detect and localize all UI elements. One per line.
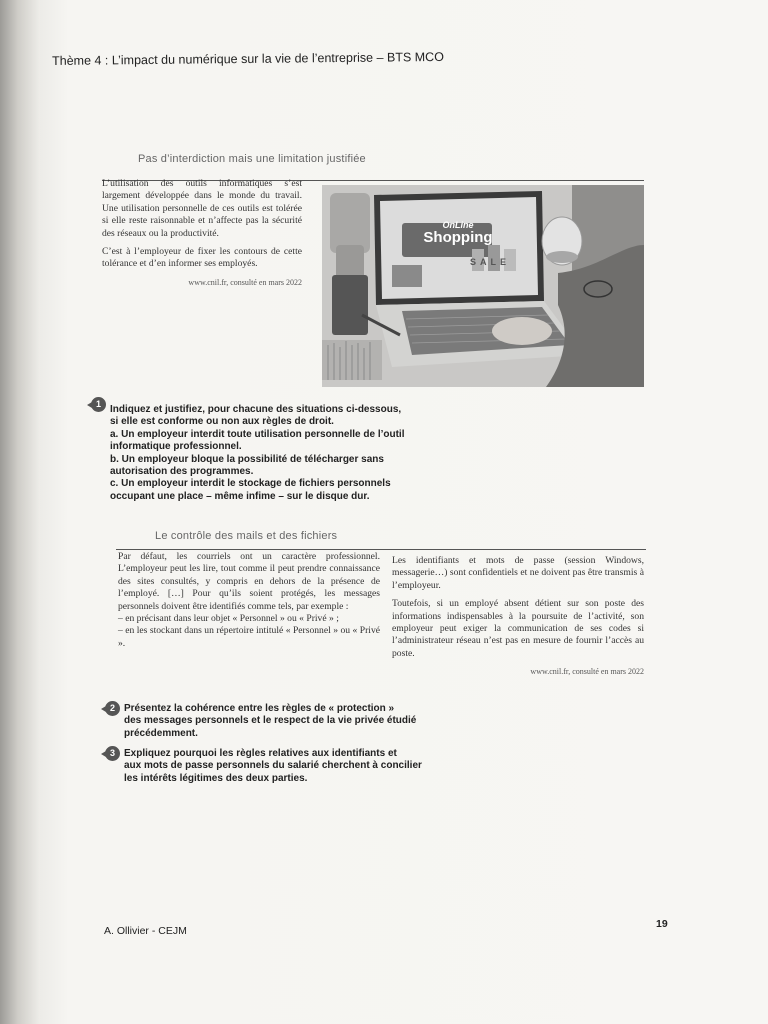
page-header: Thème 4 : L’impact du numérique sur la vie de l’entreprise – BTS MCO <box>52 49 444 68</box>
section1-paragraph: C’est à l’employeur de fixer les contours de cette tolérance et d’en informer ses employés. <box>102 246 302 270</box>
footer-author: A. Ollivier - CEJM <box>104 925 187 937</box>
question-item: b. Un employeur bloque la possibilité de télécharger sans <box>110 453 384 465</box>
section-rule <box>116 549 646 550</box>
question-item: autorisation des programmes. <box>110 466 254 478</box>
question-item: informatique professionnel. <box>110 441 242 453</box>
question-line: précédemment. <box>124 727 198 739</box>
section2-paragraph: Toutefois, si un employé absent détient sur son poste des informations indispensables à la poursuite de l’activité, son employeur peut exiger la communication de ses codes si l’administrateur réseau n’est pas en mesure de fournir l’accès au poste. <box>392 598 644 659</box>
section-title-controle: Le contrôle des mails et des fichiers <box>155 530 338 542</box>
page-shadow <box>0 0 40 1024</box>
section2-bullet: – en les stockant dans un répertoire intitulé « Personnel » ou « Privé ». <box>118 625 380 649</box>
section2-paragraph: Par défaut, les courriels ont un caractère professionnel. L’employeur peut les lire, tout comme il peut prendre connaissance des sites consultés, y compris en dehors de la présence de l’employé. […] Pour qu’ils soient protégés, les messages personnels doivent être identifiés comme tels, par exemple : <box>118 551 380 612</box>
section2-column-left <box>118 551 380 650</box>
section2-bullet: – en précisant dans leur objet « Personnel » ou « Privé » ; <box>118 613 339 625</box>
section1-text <box>102 178 302 289</box>
question-line: aux mots de passe personnels du salarié cherchent à concilier <box>124 760 422 772</box>
question-3 <box>124 748 484 785</box>
question-line: des messages personnels et le respect de la vie privée étudié <box>124 715 417 727</box>
source-citation: www.cnil.fr, consulté en mars 2022 <box>188 277 302 287</box>
question-number-badge: 3 <box>105 746 120 761</box>
screen-text <box>418 220 498 246</box>
laptop-shopping-photo <box>322 185 644 387</box>
question-line: si elle est conforme ou non aux règles de droit. <box>110 416 334 428</box>
question-line: Indiquez et justifiez, pour chacune des situations ci-dessous, <box>110 404 402 415</box>
screen-text-shopping: Shopping <box>423 229 493 246</box>
question-line: les intérêts légitimes des deux parties. <box>124 772 308 784</box>
sale-bags-text: SALE <box>470 257 511 267</box>
question-item: a. Un employeur interdit toute utilisation personnelle de l’outil <box>110 428 405 440</box>
question-item: occupant une place – même infime – sur le disque dur. <box>110 490 370 502</box>
question-number-badge: 2 <box>105 701 120 716</box>
screen-text-online: OnLine <box>442 220 474 230</box>
section2-column-right <box>392 555 644 679</box>
question-number-badge: 1 <box>91 397 106 412</box>
question-1 <box>110 404 470 503</box>
source-citation: www.cnil.fr, consulté en mars 2022 <box>530 667 644 677</box>
question-line: Expliquez pourquoi les règles relatives aux identifiants et <box>124 748 397 759</box>
question-item: c. Un employeur interdit le stockage de fichiers personnels <box>110 478 391 490</box>
photo-illustration <box>322 185 644 387</box>
question-line: Présentez la cohérence entre les règles de « protection » <box>124 703 395 714</box>
document-page <box>24 0 768 1024</box>
section-title-limitation: Pas d’interdiction mais une limitation justifiée <box>138 153 366 165</box>
question-2 <box>124 703 484 740</box>
section2-paragraph: Les identifiants et mots de passe (session Windows, messagerie…) sont confidentiels et ne doivent pas être transmis à l’employeur. <box>392 555 644 591</box>
page-number: 19 <box>656 918 668 930</box>
section1-paragraph: L’utilisation des outils informatiques s’est largement développée dans le monde du travail. Une utilisation personnelle de ces outils est tolérée si elle reste raisonnable et n’affecte pas la sécurité des réseaux ou la productivité. <box>102 178 302 239</box>
